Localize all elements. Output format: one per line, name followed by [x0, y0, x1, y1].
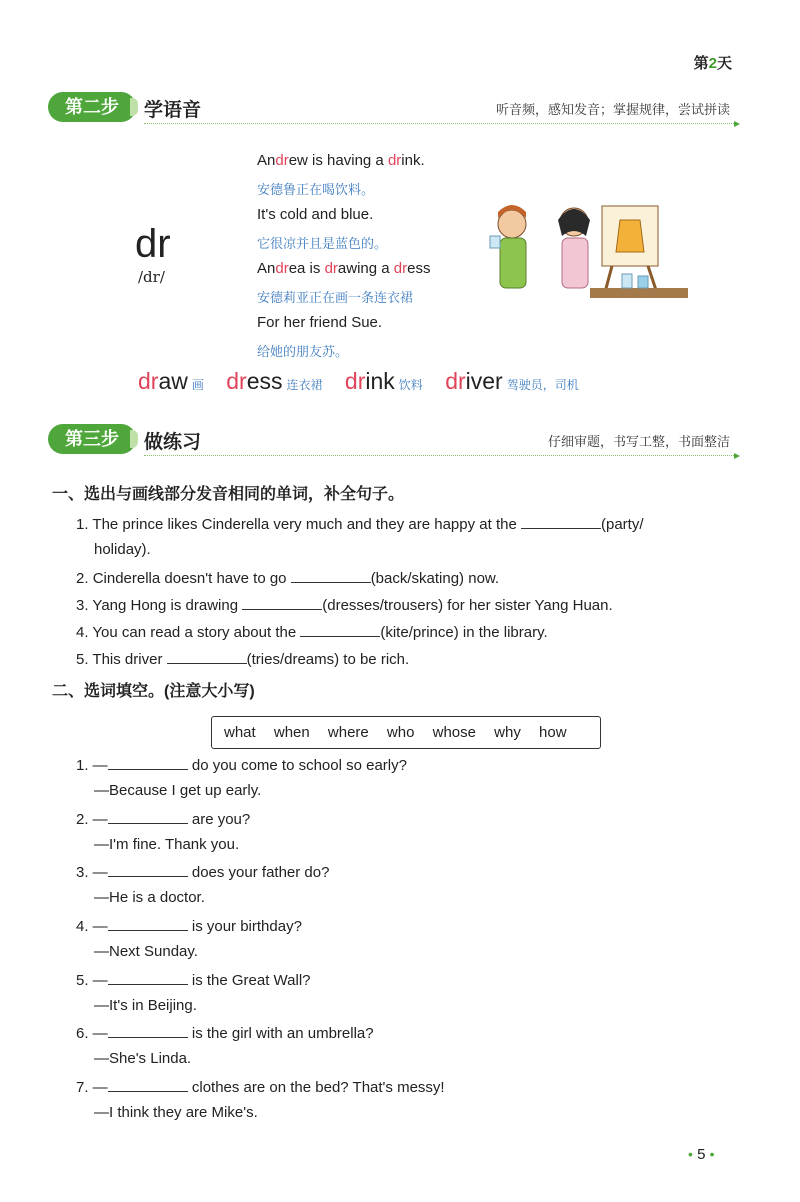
step3-badge: 第三步	[48, 424, 136, 454]
divider	[144, 455, 734, 456]
part1-item-5: 5. This driver (tries/dreams) to be rich.	[76, 651, 410, 668]
part2-item-2: 2. — are you?	[76, 811, 251, 828]
word-option: whose	[432, 724, 476, 741]
chant-cn-2: 它很凉并且是蓝色的。	[257, 237, 388, 252]
part1-item-3: 3. Yang Hong is drawing (dresses/trousers) for her sister Yang Huan.	[76, 597, 613, 614]
phonics-words: draw 画 dress 连衣裙 drink 饮料 driver 驾驶员，司机	[138, 368, 579, 394]
part2-answer-2: —I'm fine. Thank you.	[94, 836, 240, 853]
step2-badge: 第二步	[48, 92, 136, 122]
word-option: how	[539, 724, 567, 741]
chant-cn-1: 安德鲁正在喝饮料。	[257, 183, 375, 198]
step3-title: 做练习	[144, 432, 202, 453]
step2-tip: 听音频，感知发音；掌握规律，尝试拼读	[495, 103, 730, 118]
part2-heading: 二、选词填空。(注意大小写)	[52, 683, 255, 700]
chant-line-2: It's cold and blue.	[257, 206, 374, 223]
part2-item-5: 5. — is the Great Wall?	[76, 972, 311, 989]
chant-line-4: For her friend Sue.	[257, 314, 383, 331]
chant-line-3: Andrea is drawing a dress	[257, 260, 431, 277]
word-bank	[211, 716, 601, 749]
part2-answer-1: —Because I get up early.	[94, 782, 262, 799]
answer-blank[interactable]	[108, 809, 188, 824]
chant-cn-4: 给她的朋友苏。	[257, 345, 349, 360]
step3-tip: 仔细审题，书写工整，书面整洁	[547, 435, 730, 450]
part2-item-4: 4. — is your birthday?	[76, 918, 302, 935]
phonics-letters: dr	[135, 222, 171, 266]
day-number: 2	[708, 55, 717, 72]
dot-icon: •	[709, 1146, 715, 1162]
part1-item-1-cont: holiday).	[94, 541, 151, 558]
word-option: when	[273, 724, 310, 741]
answer-blank[interactable]	[108, 916, 188, 931]
word-dress: dress	[226, 368, 283, 394]
part1-item-4: 4. You can read a story about the (kite/prince) in the library.	[76, 624, 548, 641]
answer-blank[interactable]	[300, 622, 380, 637]
word-option: what	[224, 724, 256, 741]
answer-blank[interactable]	[242, 595, 322, 610]
page-number: • 5 •	[688, 1146, 715, 1163]
part2-item-7: 7. — clothes are on the bed? That's messy!	[76, 1079, 445, 1096]
part2-answer-4: —Next Sunday.	[94, 943, 198, 960]
answer-blank[interactable]	[521, 514, 601, 529]
answer-blank[interactable]	[108, 862, 188, 877]
part2-item-6: 6. — is the girl with an umbrella?	[76, 1025, 374, 1042]
answer-blank[interactable]	[108, 1023, 188, 1038]
part2-item-1: 1. — do you come to school so early?	[76, 757, 407, 774]
answer-blank[interactable]	[108, 755, 188, 770]
step3-header	[48, 424, 734, 456]
part2-answer-3: —He is a doctor.	[94, 889, 205, 906]
answer-blank[interactable]	[108, 1077, 188, 1092]
word-drink: drink	[344, 368, 395, 394]
phonics-ipa: /dr/	[138, 268, 165, 286]
part2-answer-6: —She's Linda.	[94, 1050, 192, 1067]
chant-line-1: Andrew is having a drink.	[257, 152, 425, 169]
answer-blank[interactable]	[291, 568, 371, 583]
part2-item-3: 3. — does your father do?	[76, 864, 330, 881]
part1-item-1: 1. The prince likes Cinderella very much and they are happy at the (party/	[76, 516, 644, 533]
divider	[144, 123, 734, 124]
word-option: why	[494, 724, 521, 741]
part1-heading: 一、选出与画线部分发音相同的单词，补全句子。	[52, 486, 405, 503]
illustration-kids-painting	[482, 196, 690, 302]
chant-cn-3: 安德莉亚正在画一条连衣裙	[257, 291, 414, 306]
step2-title: 学语音	[144, 100, 202, 121]
part1-item-2: 2. Cinderella doesn't have to go (back/skating) now.	[76, 570, 500, 587]
word-draw: draw	[138, 368, 188, 394]
part2-answer-7: —I think they are Mike's.	[94, 1104, 258, 1121]
day-label: 第2天	[693, 55, 732, 72]
step2-header	[48, 92, 734, 124]
answer-blank[interactable]	[108, 970, 188, 985]
word-option: who	[386, 724, 415, 741]
answer-blank[interactable]	[167, 649, 247, 664]
word-option: where	[327, 724, 369, 741]
word-driver: driver	[445, 368, 503, 394]
dot-icon: •	[688, 1146, 693, 1162]
part2-answer-5: —It's in Beijing.	[94, 997, 197, 1014]
